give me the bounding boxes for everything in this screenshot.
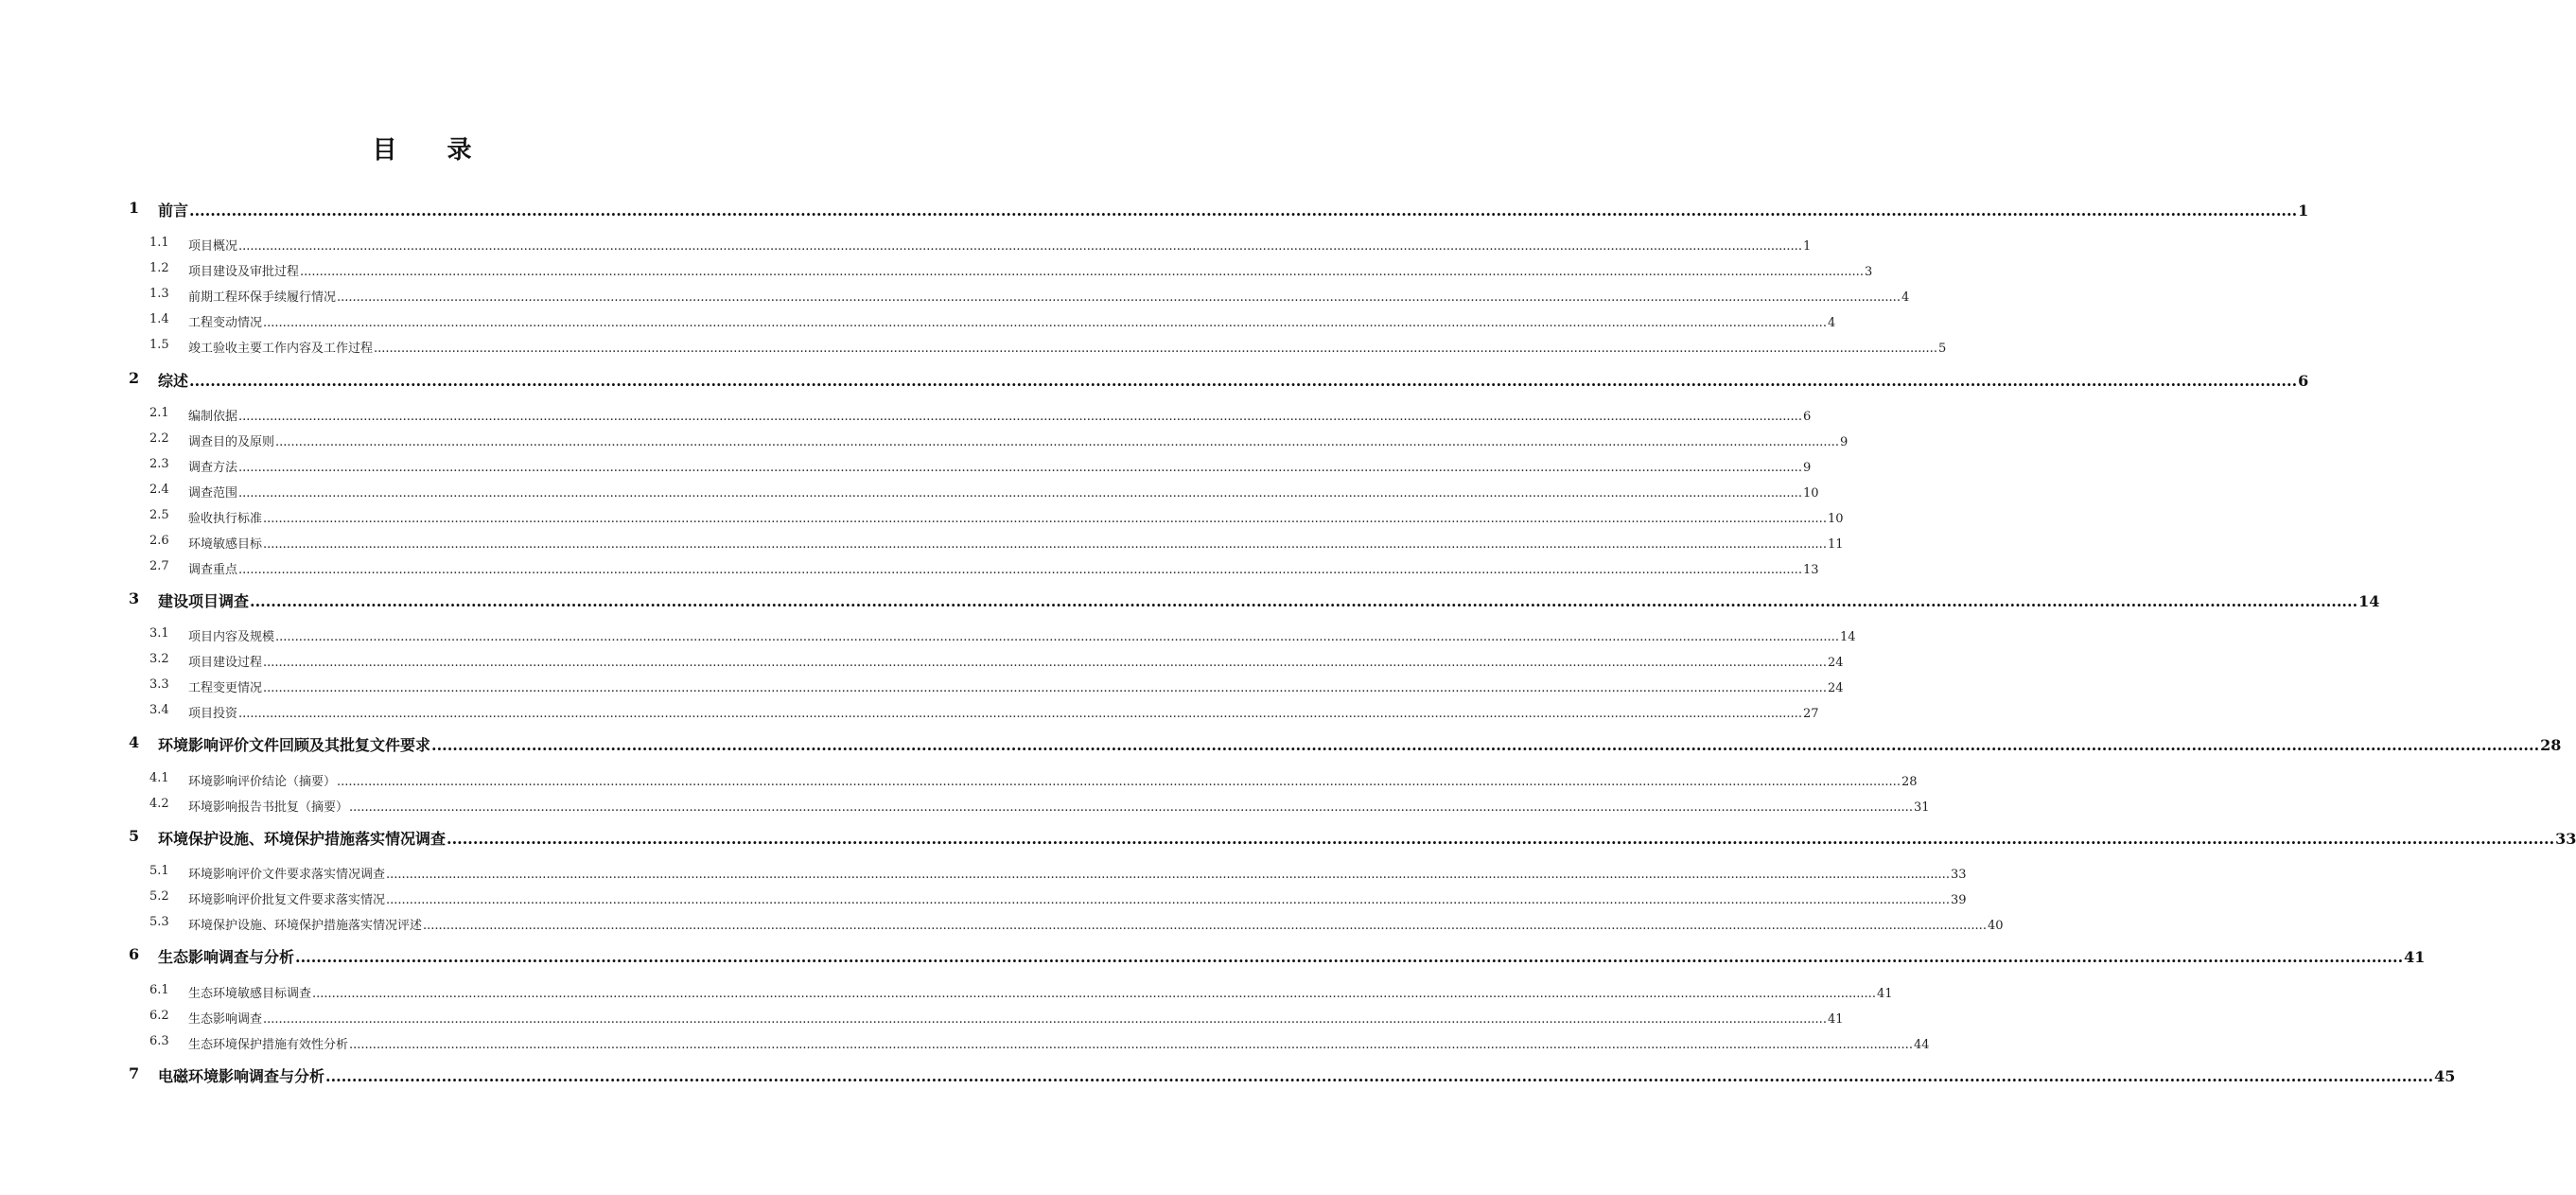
- section-page-number: 27: [1802, 707, 1819, 721]
- section-title: 项目建设及审批过程: [188, 265, 300, 279]
- section-entry: [188, 559, 1819, 577]
- section-entry: [188, 406, 1812, 424]
- dot-leader: ................................................................................................................................................................................................................................................................................................................................................................................................................: [238, 707, 1802, 721]
- section-number: 2.2: [149, 431, 169, 446]
- chapter-entry: [158, 199, 2309, 220]
- section-title: 调查目的及原则: [188, 435, 275, 449]
- dot-leader: ................................................................................................................................................................................................................................................................................................................................................................................................................: [423, 919, 1987, 933]
- chapter-title: 环境影响评价文件回顾及其批复文件要求: [158, 736, 431, 754]
- dot-leader: ................................................................................................................................................................................................................................................................................................................................................................................................................: [263, 656, 1827, 670]
- section-entry: [188, 236, 1812, 254]
- chapter-page-number: 45: [2434, 1067, 2456, 1085]
- dot-leader: ................................................................................................................................................................................................................................................................................................................................................................................................................: [300, 265, 1864, 279]
- dot-leader: ................................................................................................................................................................................................................................................................................................................................................................................................................: [337, 775, 1901, 789]
- dot-leader: ................................................................................................................................................................................................................................................................................................................................................................................................................: [189, 372, 2298, 390]
- dot-leader: ................................................................................................................................................................................................................................................................................................................................................................................................................: [386, 868, 1950, 882]
- section-entry: [188, 483, 1819, 501]
- section-page-number: 13: [1802, 563, 1819, 577]
- section-number: 6.1: [149, 983, 169, 997]
- dot-leader: ................................................................................................................................................................................................................................................................................................................................................................................................................: [275, 630, 1839, 644]
- section-page-number: 1: [1802, 239, 1812, 254]
- dot-leader: ................................................................................................................................................................................................................................................................................................................................................................................................................: [275, 435, 1839, 449]
- section-page-number: 9: [1802, 461, 1812, 475]
- chapter-entry: [158, 733, 2562, 755]
- section-title: 生态影响调查: [188, 1012, 263, 1027]
- section-title: 编制依据: [188, 410, 238, 424]
- dot-leader: ................................................................................................................................................................................................................................................................................................................................................................................................................: [349, 800, 1913, 815]
- dot-leader: ................................................................................................................................................................................................................................................................................................................................................................................................................: [337, 290, 1901, 305]
- section-title: 调查方法: [188, 461, 238, 475]
- section-page-number: 39: [1950, 893, 1967, 907]
- section-title: 工程变更情况: [188, 681, 263, 695]
- section-number: 5.1: [149, 864, 169, 878]
- section-page-number: 3: [1864, 265, 1873, 279]
- section-entry: [188, 983, 1893, 1001]
- section-entry: [188, 457, 1812, 475]
- section-title: 验收执行标准: [188, 512, 263, 526]
- section-number: 2.6: [149, 534, 169, 548]
- section-title: 环境影响评价批复文件要求落实情况: [188, 893, 386, 907]
- section-page-number: 33: [1950, 868, 1967, 882]
- section-page-number: 4: [1901, 290, 1910, 305]
- section-title: 环境影响评价文件要求落实情况调查: [188, 868, 386, 882]
- section-entry: [188, 338, 1947, 356]
- section-title: 前期工程环保手续履行情况: [188, 290, 337, 305]
- dot-leader: ................................................................................................................................................................................................................................................................................................................................................................................................................: [349, 1038, 1913, 1052]
- chapter-title: 生态影响调查与分析: [158, 948, 295, 966]
- section-title: 环境影响评价结论（摘要）: [188, 775, 337, 789]
- dot-leader: ................................................................................................................................................................................................................................................................................................................................................................................................................: [263, 512, 1827, 526]
- dot-leader: ................................................................................................................................................................................................................................................................................................................................................................................................................: [447, 830, 2555, 848]
- section-title: 生态环境敏感目标调查: [188, 987, 312, 1001]
- section-entry: [188, 797, 1930, 815]
- section-number: 2.5: [149, 508, 169, 522]
- section-page-number: 28: [1901, 775, 1918, 789]
- chapter-entry: [158, 1064, 2456, 1086]
- chapter-title: 电磁环境影响调查与分析: [158, 1067, 325, 1085]
- section-title: 工程变动情况: [188, 316, 263, 330]
- section-page-number: 40: [1987, 919, 2004, 933]
- section-page-number: 4: [1827, 316, 1836, 330]
- section-title: 环境影响报告书批复（摘要）: [188, 800, 349, 815]
- section-page-number: 10: [1802, 486, 1819, 501]
- chapter-page-number: 28: [2540, 736, 2562, 754]
- chapter-number: 3: [129, 589, 140, 607]
- chapter-title: 建设项目调查: [158, 592, 250, 610]
- chapter-page-number: 1: [2298, 202, 2309, 220]
- dot-leader: ................................................................................................................................................................................................................................................................................................................................................................................................................: [325, 1067, 2434, 1085]
- dot-leader: ................................................................................................................................................................................................................................................................................................................................................................................................................: [431, 736, 2540, 754]
- section-number: 5.2: [149, 889, 169, 904]
- section-number: 3.4: [149, 703, 169, 717]
- section-entry: [188, 864, 1967, 882]
- section-page-number: 5: [1937, 342, 1947, 356]
- section-entry: [188, 1009, 1844, 1027]
- chapter-title: 环境保护设施、环境保护措施落实情况调查: [158, 830, 447, 848]
- chapter-number: 6: [129, 945, 140, 963]
- section-number: 2.7: [149, 559, 169, 573]
- section-page-number: 24: [1827, 656, 1844, 670]
- section-page-number: 24: [1827, 681, 1844, 695]
- dot-leader: ................................................................................................................................................................................................................................................................................................................................................................................................................: [189, 202, 2298, 220]
- section-number: 1.2: [149, 261, 169, 275]
- dot-leader: ................................................................................................................................................................................................................................................................................................................................................................................................................: [238, 461, 1802, 475]
- section-page-number: 11: [1827, 537, 1844, 552]
- section-page-number: 41: [1827, 1012, 1844, 1027]
- section-page-number: 6: [1802, 410, 1812, 424]
- section-title: 项目建设过程: [188, 656, 263, 670]
- section-title: 竣工验收主要工作内容及工作过程: [188, 342, 374, 356]
- section-title: 项目概况: [188, 239, 238, 254]
- section-entry: [188, 287, 1910, 305]
- dot-leader: ................................................................................................................................................................................................................................................................................................................................................................................................................: [238, 239, 1802, 254]
- section-title: 调查重点: [188, 563, 238, 577]
- section-entry: [188, 1034, 1930, 1052]
- section-entry: [188, 771, 1918, 789]
- chapter-number: 4: [129, 733, 140, 751]
- section-entry: [188, 703, 1819, 721]
- dot-leader: ................................................................................................................................................................................................................................................................................................................................................................................................................: [238, 563, 1802, 577]
- chapter-page-number: 33: [2555, 830, 2576, 848]
- dot-leader: ................................................................................................................................................................................................................................................................................................................................................................................................................: [263, 316, 1827, 330]
- dot-leader: ................................................................................................................................................................................................................................................................................................................................................................................................................: [374, 342, 1937, 356]
- section-number: 3.3: [149, 677, 169, 692]
- chapter-entry: [158, 589, 2380, 611]
- chapter-title: 综述: [158, 372, 189, 390]
- page-title: 目 录: [372, 136, 493, 165]
- dot-leader: ................................................................................................................................................................................................................................................................................................................................................................................................................: [238, 410, 1802, 424]
- dot-leader: ................................................................................................................................................................................................................................................................................................................................................................................................................: [386, 893, 1950, 907]
- section-entry: [188, 915, 2004, 933]
- chapter-page-number: 14: [2358, 592, 2380, 610]
- section-number: 1.5: [149, 338, 169, 352]
- section-number: 6.3: [149, 1034, 169, 1048]
- section-entry: [188, 677, 1844, 695]
- chapter-number: 1: [129, 199, 140, 217]
- section-number: 6.2: [149, 1009, 169, 1023]
- section-entry: [188, 534, 1844, 552]
- chapter-title: 前言: [158, 202, 189, 220]
- section-title: 项目内容及规模: [188, 630, 275, 644]
- section-number: 3.2: [149, 652, 169, 666]
- section-title: 生态环境保护措施有效性分析: [188, 1038, 349, 1052]
- dot-leader: ................................................................................................................................................................................................................................................................................................................................................................................................................: [263, 537, 1827, 552]
- section-number: 3.1: [149, 626, 169, 641]
- section-number: 1.3: [149, 287, 169, 301]
- section-number: 4.1: [149, 771, 169, 785]
- chapter-page-number: 6: [2298, 372, 2309, 390]
- section-entry: [188, 508, 1844, 526]
- section-title: 环境保护设施、环境保护措施落实情况评述: [188, 919, 423, 933]
- section-title: 环境敏感目标: [188, 537, 263, 552]
- chapter-number: 7: [129, 1064, 140, 1082]
- section-page-number: 10: [1827, 512, 1844, 526]
- section-number: 1.4: [149, 312, 169, 326]
- dot-leader: ................................................................................................................................................................................................................................................................................................................................................................................................................: [312, 987, 1876, 1001]
- dot-leader: ................................................................................................................................................................................................................................................................................................................................................................................................................: [295, 948, 2404, 966]
- section-title: 项目投资: [188, 707, 238, 721]
- section-number: 2.3: [149, 457, 169, 471]
- section-entry: [188, 626, 1856, 644]
- section-page-number: 9: [1839, 435, 1849, 449]
- section-number: 4.2: [149, 797, 169, 811]
- section-number: 1.1: [149, 236, 169, 250]
- chapter-entry: [158, 945, 2426, 967]
- chapter-number: 2: [129, 369, 140, 387]
- chapter-entry: [158, 827, 2576, 849]
- section-page-number: 31: [1913, 800, 1930, 815]
- section-number: 2.4: [149, 483, 169, 497]
- chapter-number: 5: [129, 827, 140, 845]
- section-entry: [188, 312, 1836, 330]
- section-page-number: 14: [1839, 630, 1856, 644]
- section-entry: [188, 431, 1849, 449]
- section-entry: [188, 889, 1967, 907]
- section-entry: [188, 261, 1873, 279]
- section-page-number: 41: [1876, 987, 1893, 1001]
- dot-leader: ................................................................................................................................................................................................................................................................................................................................................................................................................: [263, 1012, 1827, 1027]
- section-entry: [188, 652, 1844, 670]
- section-page-number: 44: [1913, 1038, 1930, 1052]
- dot-leader: ................................................................................................................................................................................................................................................................................................................................................................................................................: [250, 592, 2358, 610]
- section-number: 5.3: [149, 915, 169, 929]
- section-title: 调查范围: [188, 486, 238, 501]
- dot-leader: ................................................................................................................................................................................................................................................................................................................................................................................................................: [263, 681, 1827, 695]
- chapter-page-number: 41: [2404, 948, 2426, 966]
- section-number: 2.1: [149, 406, 169, 420]
- dot-leader: ................................................................................................................................................................................................................................................................................................................................................................................................................: [238, 486, 1802, 501]
- chapter-entry: [158, 369, 2309, 391]
